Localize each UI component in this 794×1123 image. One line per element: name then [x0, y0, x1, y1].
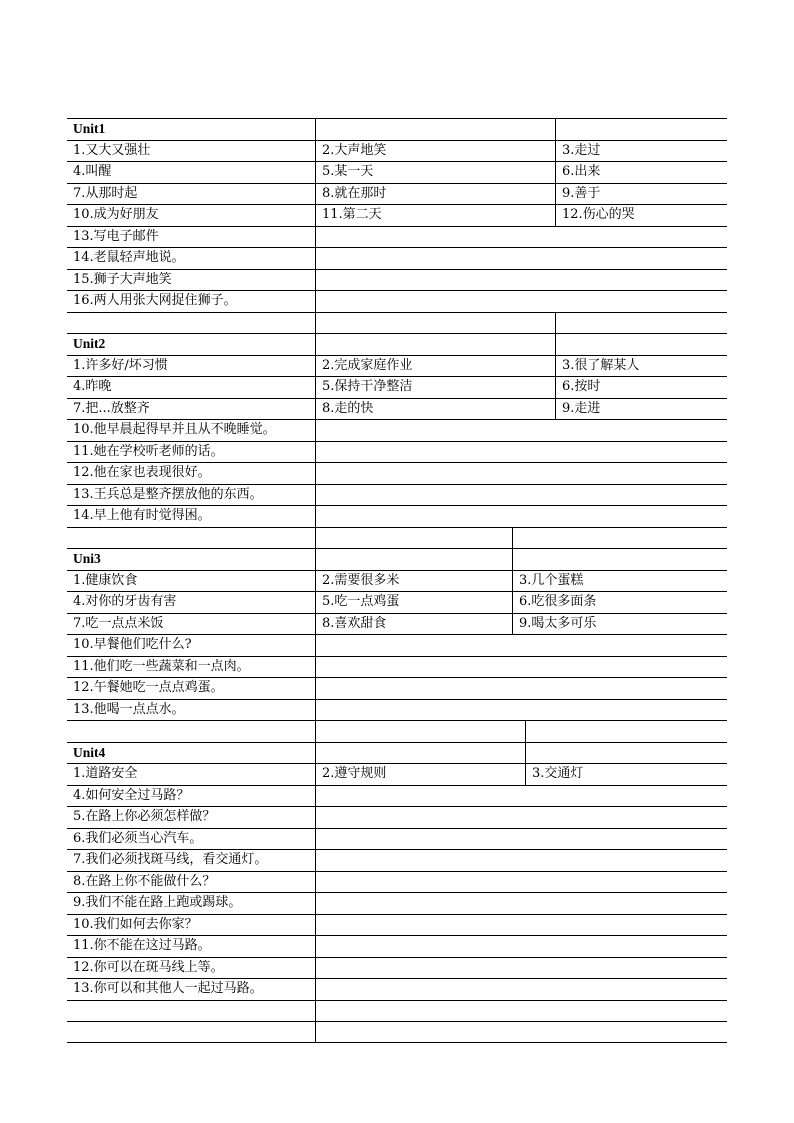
blank-cell: [67, 528, 315, 549]
blank-cell: [315, 528, 512, 549]
answer-blank: [315, 850, 727, 871]
sentence-item: 5.在路上你必须怎样做？: [73, 809, 216, 824]
blank-cell: [67, 313, 315, 334]
blank-cell: [315, 743, 525, 764]
sentence-item: 4.如何安全过马路？: [73, 787, 190, 803]
answer-blank: [315, 485, 727, 506]
word-item: 1.许多好/坏习惯: [73, 357, 168, 373]
answer-blank: [315, 936, 727, 957]
word-row: [67, 204, 727, 226]
sentence-row: [67, 269, 727, 291]
sentence-row: [67, 226, 727, 248]
sentence-item: 11.他们吃一些蔬菜和一点肉。: [73, 658, 250, 674]
blank-cell: [315, 721, 525, 742]
sentence-row: [67, 677, 727, 699]
word-item: 7.吃一点点米饭: [73, 615, 164, 631]
word-row: [67, 570, 727, 592]
answer-blank: [315, 829, 727, 850]
sentence-row: [67, 806, 727, 828]
sentence-item: 10.早餐他们吃什么?: [73, 637, 192, 652]
blank-cell: [67, 1001, 315, 1022]
word-item: 7.把...放整齐: [73, 400, 150, 416]
blank-row: [67, 1021, 727, 1043]
word-item: 6.吃很多面条: [512, 592, 727, 613]
blank-cell: [525, 721, 727, 742]
sentence-row: [67, 892, 727, 914]
sentence-row: [67, 849, 727, 871]
word-item: 2.完成家庭作业: [315, 356, 555, 377]
sentence-item: 13.王兵总是整齐摆放他的东西。: [73, 486, 263, 502]
answer-blank: [315, 807, 727, 828]
word-row: [67, 355, 727, 377]
word-row: [67, 161, 727, 183]
unit-header: Unit1: [73, 121, 106, 136]
sentence-item: 12.你可以在斑马线上等。: [73, 959, 224, 975]
sentence-row: [67, 914, 727, 936]
vocabulary-table: [67, 118, 727, 1043]
word-item: 4.叫醒: [73, 164, 112, 179]
word-item: 5.某一天: [315, 162, 555, 183]
sentence-item: 12.他在家也表现很好。: [73, 465, 211, 480]
word-item: 3.很了解某人: [555, 356, 727, 377]
blank-cell: [555, 313, 727, 334]
sentence-item: 11.她在学校听老师的话。: [73, 443, 224, 459]
answer-blank: [315, 1022, 727, 1042]
sentence-row: [67, 828, 727, 850]
sentence-row: [67, 935, 727, 957]
unit-header: Unit4: [73, 744, 106, 760]
answer-blank: [315, 979, 727, 1000]
word-row: [67, 613, 727, 635]
unit-header-row: [67, 118, 727, 140]
word-item: 11.第二天: [315, 205, 555, 226]
word-item: 6.按时: [555, 377, 727, 398]
word-item: 2.需要很多米: [315, 571, 512, 592]
word-item: 3.几个蛋糕: [512, 571, 727, 592]
word-row: [67, 398, 727, 420]
unit-header-row: [67, 333, 727, 355]
sentence-item: 8.在路上你不能做什么？: [73, 873, 216, 889]
blank-cell: [315, 119, 555, 140]
sentence-row: [67, 505, 727, 527]
answer-blank: [315, 291, 727, 312]
word-item: 7.从那时起: [73, 185, 138, 201]
word-item: 2.大声地笑: [315, 141, 555, 162]
sentence-row: [67, 247, 727, 269]
word-item: 9.喝太多可乐: [512, 614, 727, 635]
sentence-item: 9.我们不能在路上跑或踢球。: [73, 895, 242, 910]
sentence-row: [67, 699, 727, 721]
word-item: 1.道路安全: [73, 766, 138, 781]
sentence-row: [67, 656, 727, 678]
word-item: 1.又大又强壮: [73, 142, 151, 158]
word-item: 8.就在那时: [315, 184, 555, 205]
spacer-row: [67, 720, 727, 742]
blank-cell: [512, 528, 727, 549]
answer-blank: [315, 442, 727, 463]
blank-cell: [315, 313, 555, 334]
blank-cell: [555, 334, 727, 355]
sentence-item: 14.老鼠轻声地说。: [73, 250, 185, 265]
sentence-item: 12.午餐她吃一点点鸡蛋。: [73, 680, 224, 695]
word-item: 8.喜欢甜食: [315, 614, 512, 635]
sentence-item: 13.你可以和其他人一起过马路。: [73, 981, 263, 996]
answer-blank: [315, 786, 727, 807]
word-row: [67, 183, 727, 205]
blank-cell: [67, 1022, 315, 1042]
blank-cell: [315, 549, 512, 570]
blank-cell: [315, 334, 555, 355]
word-item: 5.保持干净整洁: [315, 377, 555, 398]
blank-cell: [555, 119, 727, 140]
sentence-item: 10.我们如何去你家？: [73, 916, 198, 932]
answer-blank: [315, 1001, 727, 1022]
answer-blank: [315, 270, 727, 291]
spacer-row: [67, 312, 727, 334]
sentence-item: 7.我们必须找斑马线，看交通灯。: [73, 852, 268, 867]
sentence-row: [67, 978, 727, 1000]
word-item: 9.走进: [555, 399, 727, 420]
sentence-row: [67, 419, 727, 441]
word-item: 12.伤心的哭: [555, 205, 727, 226]
unit-header-row: [67, 548, 727, 570]
word-item: 9.善于: [555, 184, 727, 205]
sentence-item: 11.你不能在这过马路。: [73, 938, 211, 953]
blank-cell: [512, 549, 727, 570]
sentence-row: [67, 634, 727, 656]
sentence-row: [67, 871, 727, 893]
sentence-item: 14.早上他有时觉得困。: [73, 508, 211, 523]
word-item: 3.走过: [555, 141, 727, 162]
answer-blank: [315, 893, 727, 914]
sentence-row: [67, 462, 727, 484]
word-item: 5.吃一点鸡蛋: [315, 592, 512, 613]
answer-blank: [315, 915, 727, 936]
word-item: 8.走的快: [315, 399, 555, 420]
word-item: 6.出来: [555, 162, 727, 183]
answer-blank: [315, 700, 727, 721]
sentence-item: 10.他早晨起得早并且从不晚睡觉。: [73, 422, 276, 437]
sentence-item: 6.我们必须当心汽车。: [73, 830, 203, 846]
answer-blank: [315, 248, 727, 269]
answer-blank: [315, 678, 727, 699]
word-item: 10.成为好朋友: [73, 207, 159, 222]
sentence-row: [67, 484, 727, 506]
word-item: 4.对你的牙齿有害: [73, 594, 177, 609]
sentence-item: 13.写电子邮件: [73, 228, 159, 244]
answer-blank: [315, 958, 727, 979]
sentence-item: 13.他喝一点点水。: [73, 701, 185, 717]
word-item: 4.昨晚: [73, 379, 112, 394]
unit-header: Uni3: [73, 551, 101, 566]
unit-header-row: [67, 742, 727, 764]
answer-blank: [315, 506, 727, 527]
answer-blank: [315, 872, 727, 893]
sentence-row: [67, 290, 727, 312]
word-item: 1.健康饮食: [73, 572, 138, 588]
answer-blank: [315, 635, 727, 656]
spacer-row: [67, 527, 727, 549]
blank-cell: [525, 743, 727, 764]
answer-blank: [315, 657, 727, 678]
blank-row: [67, 1000, 727, 1022]
blank-cell: [67, 721, 315, 742]
word-row: [67, 591, 727, 613]
sentence-row: [67, 957, 727, 979]
word-item: 3.交通灯: [525, 764, 727, 785]
sentence-item: 15.狮子大声地笑: [73, 271, 172, 287]
sentence-item: 16.两人用张大网捉住狮子。: [73, 293, 237, 308]
answer-blank: [315, 463, 727, 484]
unit-header: Unit2: [73, 336, 106, 351]
word-item: 2.遵守规则: [315, 764, 525, 785]
answer-blank: [315, 227, 727, 248]
word-row: [67, 140, 727, 162]
word-row: [67, 376, 727, 398]
answer-blank: [315, 420, 727, 441]
sentence-row: [67, 785, 727, 807]
word-row: [67, 763, 727, 785]
sentence-row: [67, 441, 727, 463]
